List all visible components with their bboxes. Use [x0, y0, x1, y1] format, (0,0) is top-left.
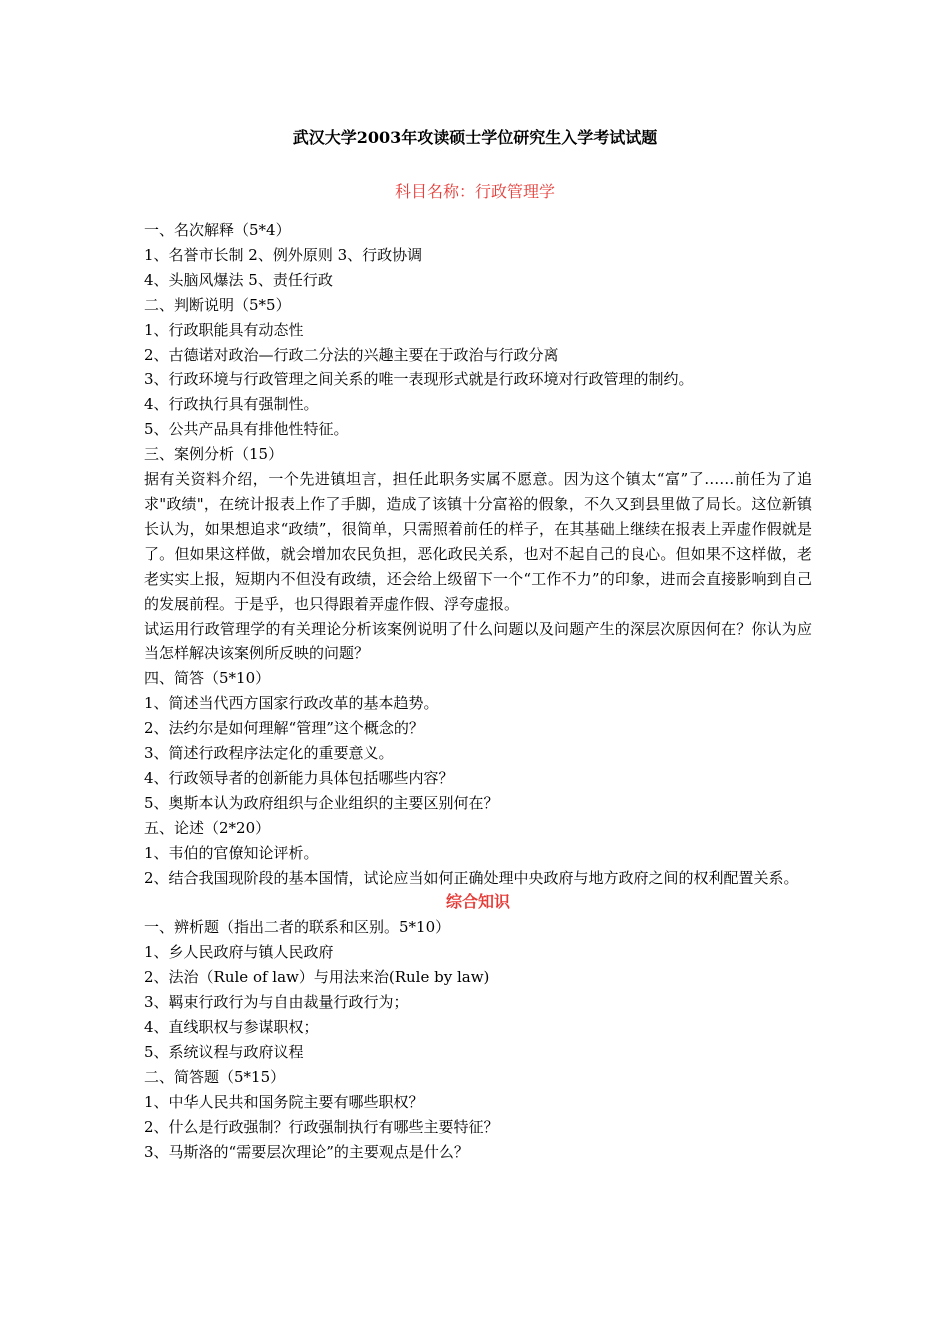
question-line: 2、古德诺对政治—行政二分法的兴趣主要在于政治与行政分离 [144, 345, 559, 364]
question-line: 2、结合我国现阶段的基本国情，试论应当如何正确处理中央政府与地方政府之间的权利配置关系。 [144, 868, 799, 887]
document-body [144, 218, 812, 1164]
section-heading: 四、简答（5*10） [144, 669, 271, 688]
question-line: 3、简述行政程序法定化的重要意义。 [144, 744, 394, 763]
question-line: 1、中华人民共和国务院主要有哪些职权？ [144, 1092, 424, 1111]
question-line: 1、行政职能具有动态性 [144, 320, 304, 339]
section-heading: 二、简答题（5*15） [144, 1067, 286, 1086]
section-heading: 二、判断说明（5*5） [144, 295, 291, 314]
question-line: 4、直线职权与参谋职权； [144, 1018, 319, 1036]
question-line: 3、马斯洛的“需要层次理论”的主要观点是什么？ [144, 1142, 469, 1161]
question-line: 2、法约尔是如何理解“管理”这个概念的？ [144, 719, 424, 738]
question-line: 1、乡人民政府与镇人民政府 [144, 943, 334, 962]
case-question: 试运用行政管理学的有关理论分析该案例说明了什么问题以及问题产生的深层次原因何在？你认为应当怎样解决该案例所反映的问题？ [144, 619, 812, 663]
question-line: 4、头脑风爆法 5、责任行政 [144, 270, 333, 289]
question-line: 5、公共产品具有排他性特征。 [144, 420, 349, 439]
question-line: 1、韦伯的官僚知论评析。 [144, 843, 319, 862]
question-line: 5、系统议程与政府议程 [144, 1042, 304, 1061]
section-heading: 五、论述（2*20） [144, 818, 271, 837]
document-title: 武汉大学2003年攻读硕士学位研究生入学考试试题 [292, 128, 658, 147]
question-line: 5、奥斯本认为政府组织与企业组织的主要区别何在？ [144, 793, 499, 812]
question-line: 1、名誉市长制 2、例外原则 3、行政协调 [144, 245, 423, 264]
question-line: 2、法治（Rule of law）与用法来治(Rule by law) [144, 968, 490, 987]
question-line: 2、什么是行政强制？行政强制执行有哪些主要特征？ [144, 1117, 499, 1136]
part-title: 综合知识 [445, 892, 510, 912]
section-heading: 一、辨析题（指出二者的联系和区别。5*10） [144, 918, 451, 937]
question-line: 3、羁束行政行为与自由裁量行政行为； [144, 993, 409, 1012]
section-heading: 一、名次解释（5*4） [144, 221, 291, 239]
question-line: 4、行政执行具有强制性。 [144, 395, 319, 414]
case-paragraph: 据有关资料介绍，一个先进镇坦言，担任此职务实属不愿意。因为这个镇太“富”了……前任为了追求"政绩"，在统计报表上作了手脚，造成了该镇十分富裕的假象，不久又到县里做了局长。这位新镇长认为，如果想追求“政绩”，很简单，只需照着前任的样子，在其基础上继续在报表上弄虚作假就是了。但如果这样做，就会增加农民负担，恶化政民关系，也对不起自己的良心。但如果不这样做，老老实实上报，短期内不但没有政绩，还会给上级留下一个“工作不力”的印象，进而会直接影响到自己的发展前程。于是乎，也只得跟着弄虚作假、浮夸虚报。 [144, 470, 812, 613]
question-line: 3、行政环境与行政管理之间关系的唯一表现形式就是行政环境对行政管理的制约。 [144, 370, 694, 389]
question-line: 1、简述当代西方国家行政改革的基本趋势。 [144, 694, 439, 713]
subject-name: 科目名称：行政管理学 [394, 182, 555, 201]
question-line: 4、行政领导者的创新能力具体包括哪些内容？ [144, 768, 454, 787]
section-heading: 三、案例分析（15） [144, 445, 284, 464]
